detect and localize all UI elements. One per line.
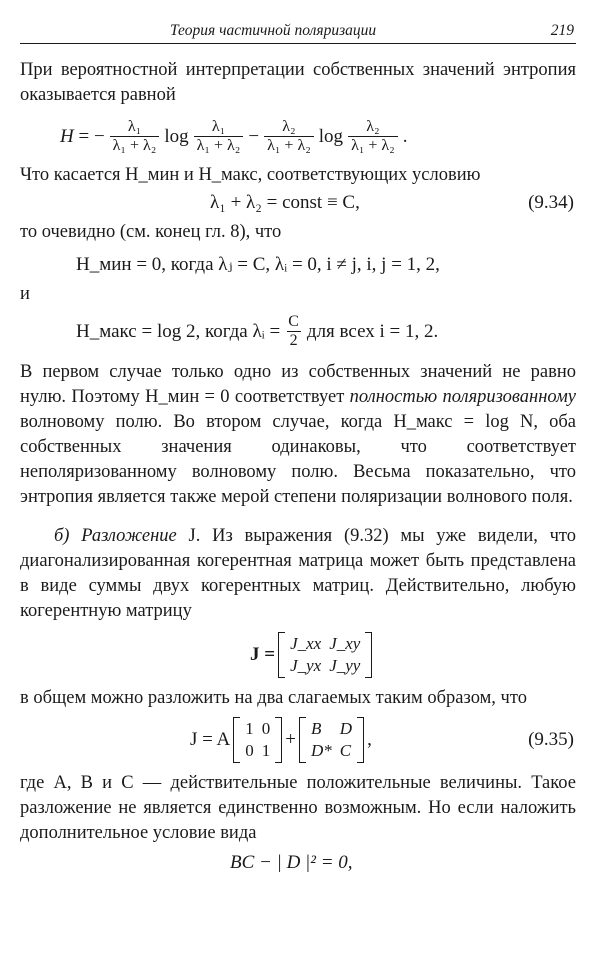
matrix-bcd: B D D* C	[299, 717, 364, 763]
paragraph-entropy-intro: При вероятностной интерпретации собственных значений энтропия оказывается равной	[20, 60, 576, 105]
matrix: J_xx J_xy J_yx J_yy	[278, 632, 372, 678]
paragraph-obvious: то очевидно (см. конец гл. 8), что	[20, 222, 282, 242]
equation-9-35: J = A 1 0 0 1 + B D D* C , (9.35)	[190, 717, 576, 763]
equation-number: (9.35)	[528, 729, 574, 750]
identity-matrix: 1 0 0 1	[233, 717, 282, 763]
equation-j-matrix: J = J_xx J_xy J_yx J_yy	[250, 632, 576, 678]
fraction: $\frac{\text{λ₁}}{\text{λ₁ + λ₂}}$	[194, 118, 244, 155]
fraction: $\frac{\text{λ₂}}{\text{λ₁ + λ₂}}$	[264, 118, 314, 155]
paragraph-hmin-hmax: Что касается H_мин и H_макс, соответствующих условию	[20, 165, 481, 185]
equation-hmin: H_мин = 0, когда λⱼ = C, λᵢ = 0, i ≠ j, i, j = 1, 2,	[76, 254, 440, 275]
equation-number: (9.34)	[528, 192, 574, 213]
equation-9-34: λ₁ + λ₂ = const ≡ C, (9.34)	[210, 192, 574, 213]
paragraph-split: в общем можно разложить на два слагаемых таким образом, что	[20, 688, 527, 708]
header-title: Теория частичной поляризации	[170, 22, 377, 39]
page-number: 219	[550, 22, 574, 39]
fraction: $\frac{\text{λ₂}}{\text{λ₁ + λ₂}}$	[348, 118, 398, 155]
paragraph-and: и	[20, 284, 30, 304]
equation-condition: BC − | D |² = 0,	[230, 852, 353, 873]
fraction: $\frac{C}{2}$	[288, 313, 299, 349]
equation-hmax: H_макс = log 2, когда λᵢ = $\frac{C}{2}$ для всех i = 1, 2.	[76, 313, 439, 349]
fraction: $\frac{\text{λ₁}}{\text{λ₁ + λ₂}}$	[110, 118, 160, 155]
equation-entropy: H = − $\frac{\text{λ₁}}{\text{λ₁ + λ₂}}$ log $\frac{\text{λ₁}}{\text{λ₁ + λ₂}}$ − $\frac{\text{λ₂}}{\text{λ₁ + λ₂}}$ log $\frac{\text{λ₂}}{\text{λ₁ + λ₂}}$ .	[60, 118, 408, 154]
page	[20, 22, 576, 874]
paragraph-decomposition: б) Разложение J. Из выражения (9.32) мы уже видели, что диагонализированная когерентная матрица может быть представлена в виде суммы двух когерентных матриц. Действительно, любую когерентную матрицу	[20, 526, 576, 621]
running-header	[20, 22, 576, 44]
paragraph-first-case: В первом случае только одно из собственных значений не равно нулю. Поэтому H_мин = 0 соответствует полностью поляризованному волновому полю. Во втором случае, когда H_макс = log N, оба собственных значения одинаковы, что соответствует неполяризованному волновому полю. Весьма показательно, что энтропия является также мерой степени поляризации волнового поля.	[20, 362, 576, 507]
paragraph-where: где A, B и C — действительные положительные величины. Такое разложение не является единственно возможным. Но если наложить дополнительное условие вида	[20, 773, 576, 843]
